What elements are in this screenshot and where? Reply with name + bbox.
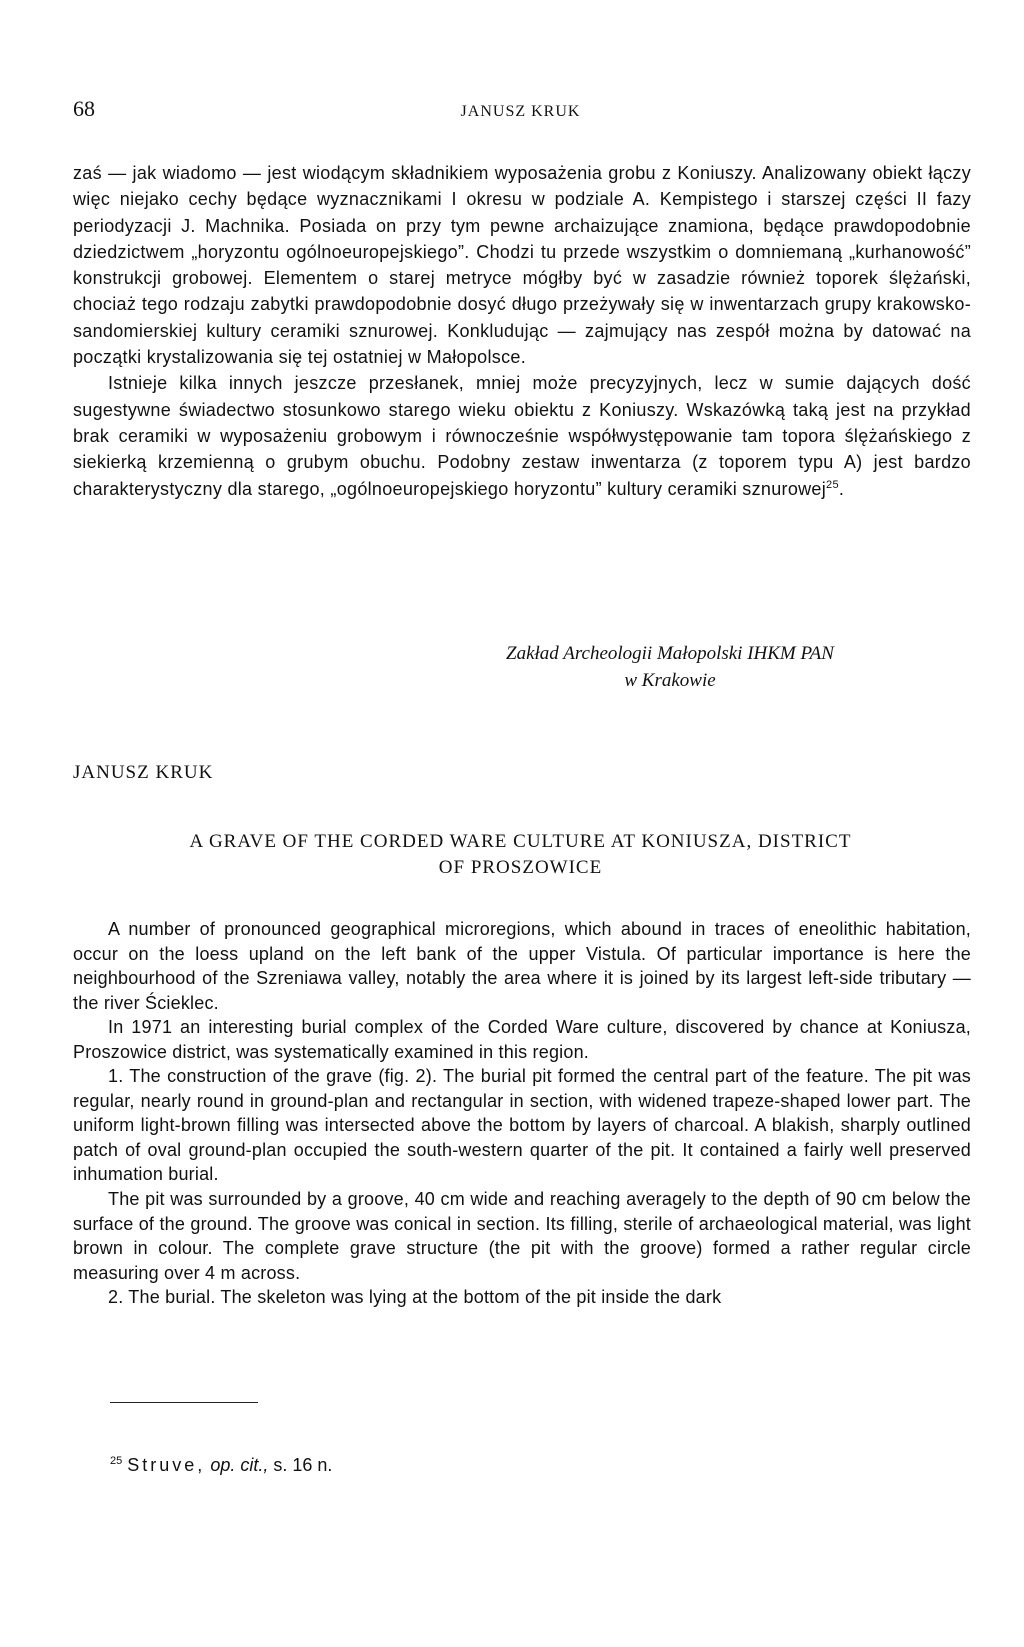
english-paragraph-5: 2. The burial. The skeleton was lying at the bottom of the pit inside the dark [108, 1287, 722, 1308]
page-number: 68 [73, 96, 95, 121]
affiliation-city: w Krakowie [624, 670, 716, 691]
footnote-author: Struve, [127, 1455, 206, 1475]
polish-paragraph-2-end: . [838, 478, 845, 499]
english-paragraph-3: 1. The construction of the grave (fig. 2). The burial pit formed the central part of the feature. The pit was regular, nearly round in ground-plan and rectangular in section, with widened trapeze-shaped lower part. The uniform light-brown filling was intersected above the bottom by layers of charcoal. A blakish, sharply outlined patch of oval ground-plan occupied the south-western quarter of the pit. It contained a fairly well preserved inhumation burial. [73, 1066, 971, 1185]
footnote [110, 1452, 332, 1478]
summary-title-line-1: A GRAVE OF THE CORDED WARE CULTURE AT KONIUSZA, DISTRICT [189, 831, 852, 852]
english-paragraph-4: The pit was surrounded by a groove, 40 cm wide and reaching averagely to the depth of 90 cm below the surface of the ground. The groove was conical in section. Its filling, sterile of archaeological material, was light brown in colour. The complete grave structure (the pit with the groove) formed a rather regular circle measuring over 4 m across. [73, 1189, 971, 1283]
footnote-page: s. 16 n. [273, 1455, 333, 1475]
page-header [73, 96, 968, 126]
footnote-separator [110, 1402, 258, 1403]
footnote-reference: 25 [826, 478, 839, 491]
affiliation-institution: Zakład Archeologii Małopolski IHKM PAN [506, 643, 834, 664]
running-head: JANUSZ KRUK [460, 103, 581, 120]
polish-paragraph-2-text: Istnieje kilka innych jeszcze przesłanek, mniej może precyzyjnych, lecz w sumie dających dość sugestywne świadectwo stosunkowo starego wieku obiektu z Koniuszy. Wskazówką taką jest na przykład brak ceramiki w wyposażeniu grobowym i równocześnie współwystępowanie tam topora ślężańskiego z siekierką krzemienną o grubym obuchu. Podobny zestaw inwentarza (z toporem typu A) jest bardzo charakterystyczny dla starego, „ogólnoeuropejskiego horyzontu” kultury ceramiki sznurowej [73, 373, 971, 499]
polish-text-block [73, 160, 971, 502]
footnote-number: 25 [110, 1455, 123, 1467]
affiliation [400, 640, 940, 694]
english-paragraph-2: In 1971 an interesting burial complex of the Corded Ware culture, discovered by chance at Koniusza, Proszowice district, was systematically examined in this region. [73, 1017, 971, 1062]
polish-paragraph-2 [73, 370, 971, 501]
polish-paragraph-1: zaś — jak wiadomo — jest wiodącym składnikiem wyposażenia grobu z Koniuszy. Analizowany obiekt łączy więc niejako cechy będące wyznacznikami I okresu w podziale A. Kempistego i starszej części II fazy periodyzacji J. Machnika. Posiada on przy tym pewne archaizujące znamiona, będące prawdopodobnie dziedzictwem „horyzontu ogólnoeuropejskiego”. Chodzi tu przede wszystkim o domniemaną „kurhanowość” konstrukcji grobowej. Elementem o starej metryce mógłby być w zasadzie również toporek ślężański, chociaż tego rodzaju zabytki prawdopodobnie dosyć długo przeżywały się w inwentarzach grupy krakowsko-sandomierskiej kultury ceramiki sznurowej. Konkludując — zajmujący nas zespół można by datować na początki krystalizowania się tej ostatniej w Małopolsce. [73, 163, 971, 368]
summary-author: JANUSZ KRUK [73, 762, 214, 783]
english-summary-text [73, 917, 971, 1310]
english-paragraph-1: A number of pronounced geographical microregions, which abound in traces of eneolithic habitation, occur on the loess upland on the left bank of the upper Vistula. Of particular importance is here the neighbourhood of the Szreniawa valley, notably the area where it is joined by its largest left-side tributary — the river Ścieklec. [73, 919, 971, 1013]
summary-title [73, 829, 968, 881]
footnote-ref: op. cit., [210, 1455, 269, 1475]
summary-title-line-2: OF PROSZOWICE [438, 857, 603, 878]
